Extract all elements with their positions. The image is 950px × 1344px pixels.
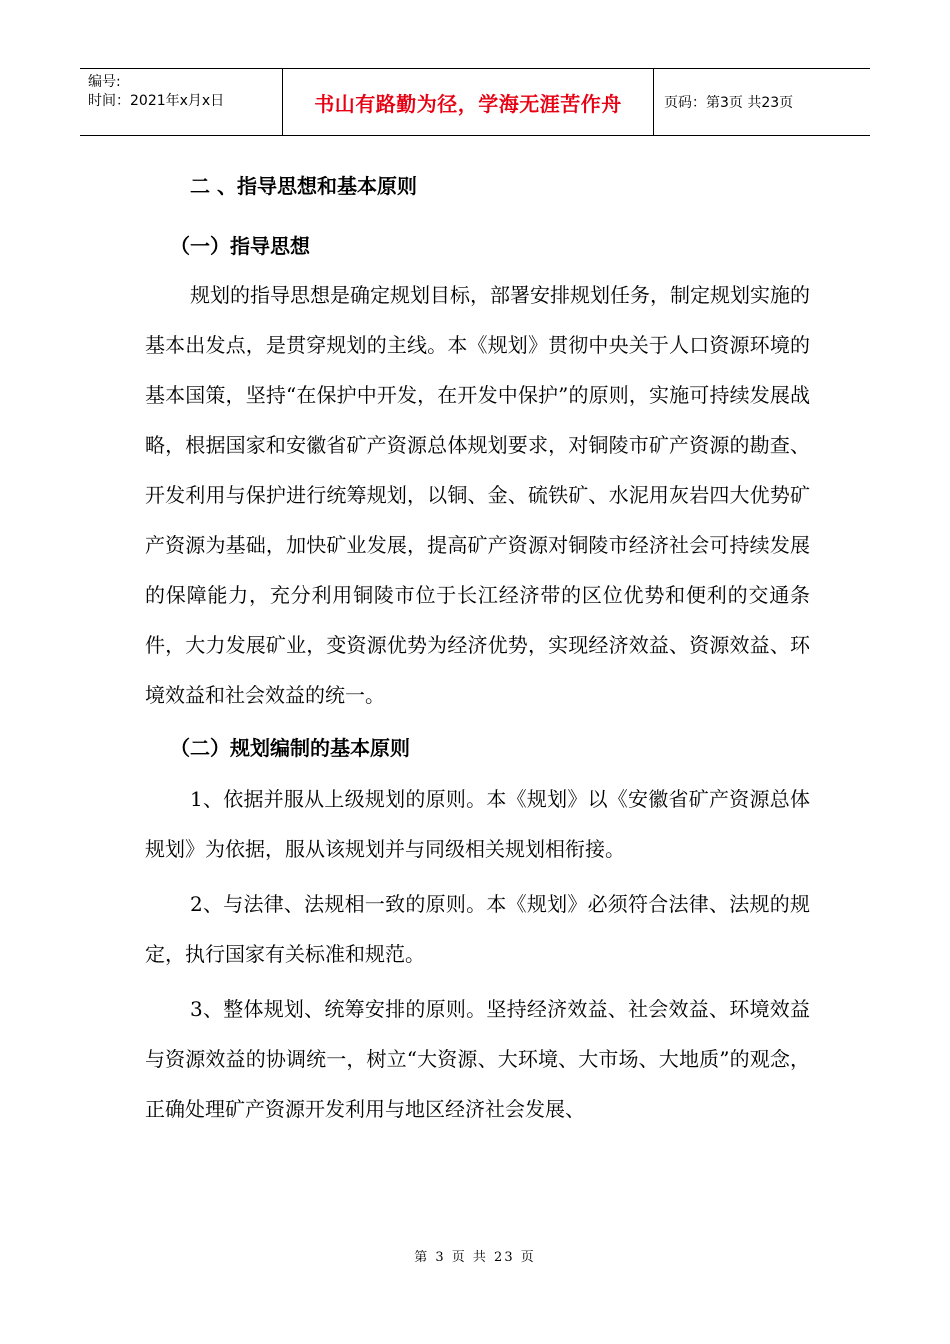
header-motto: 书山有路勤为径，学海无涯苦作舟 [314, 91, 622, 116]
subsection-heading-2: （二）规划编制的基本原则 [170, 736, 410, 760]
header-page-info: 页码：第3页 共23页 [664, 95, 794, 111]
section-heading: 二 、指导思想和基本原则 [190, 174, 417, 198]
page-header [80, 68, 870, 136]
page-footer: 第 3 页 共 23 页 [414, 1250, 536, 1265]
document-number: 编号: [88, 74, 121, 90]
document-date: 时间：2021年x月x日 [88, 93, 225, 109]
subsection-heading-1: （一）指导思想 [170, 234, 310, 258]
header-meta [80, 69, 282, 135]
paragraph-guiding-thought: 规划的指导思想是确定规划目标，部署安排规划任务，制定规划实施的基本出发点，是贯穿规划的主线。本《规划》贯彻中央关于人口资源环境的基本国策，坚持“在保护中开发，在开发中保护”的原则，实施可持续发展战略，根据国家和安徽省矿产资源总体规划要求，对铜陵市矿产资源的勘查、开发利用与保护进行统筹规划，以铜、金、硫铁矿、水泥用灰岩四大优势矿产资源为基础，加快矿业发展，提高矿产资源对铜陵市经济社会可持续发展的保障能力，充分利用铜陵市位于长江经济带的区位优势和便利的交通条件，大力发展矿业，变资源优势为经济优势，实现经济效益、资源效益、环境效益和社会效益的统一。 [145, 283, 810, 707]
document-body [145, 162, 810, 1134]
paragraph-principle-3: 3、整体规划、统筹安排的原则。坚持经济效益、社会效益、环境效益与资源效益的协调统一，树立“大资源、大环境、大市场、大地质”的观念，正确处理矿产资源开发利用与地区经济社会发展、 [145, 997, 810, 1121]
header-motto-cell [282, 69, 654, 135]
paragraph-principle-2: 2、与法律、法规相一致的原则。本《规划》必须符合法律、法规的规定，执行国家有关标准和规范。 [145, 892, 810, 966]
paragraph-principle-1: 1、依据并服从上级规划的原则。本《规划》以《安徽省矿产资源总体规划》为依据，服从该规划并与同级相关规划相衔接。 [145, 787, 810, 861]
